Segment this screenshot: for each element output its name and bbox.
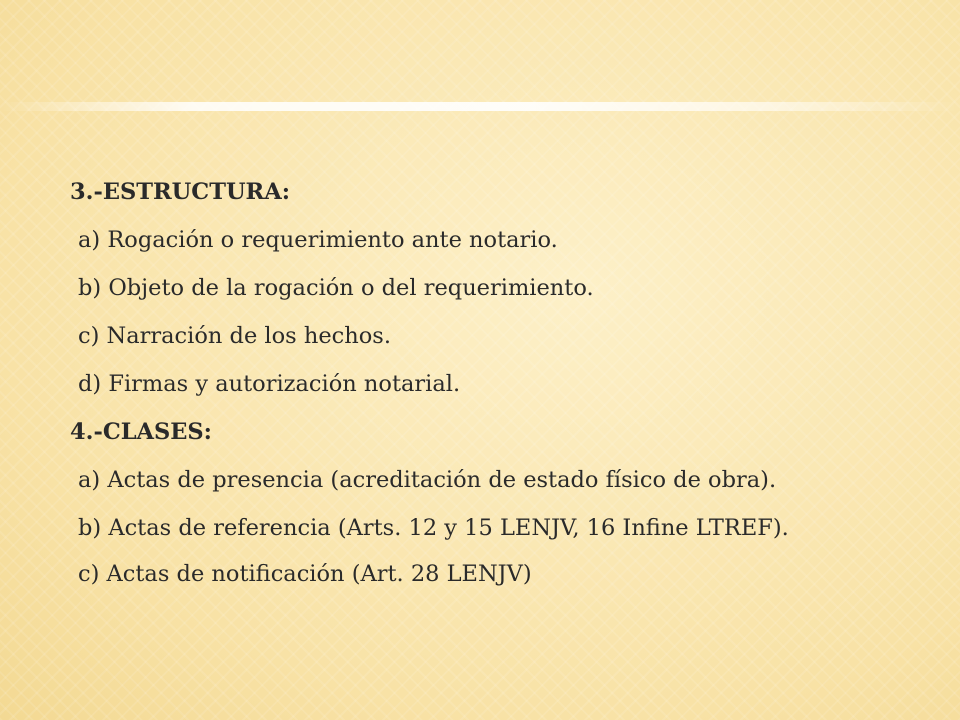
section-heading-estructura: 3.-ESTRUCTURA: — [70, 179, 291, 205]
list-item: d) Firmas y autorización notarial. — [78, 371, 461, 397]
list-item: a) Rogación o requerimiento ante notario. — [78, 227, 558, 253]
title-divider — [0, 102, 960, 111]
section-heading-clases: 4.-CLASES: — [70, 419, 212, 445]
slide-body — [70, 168, 936, 598]
list-item: b) Objeto de la rogación o del requerimiento. — [78, 275, 594, 301]
list-item: c) Narración de los hechos. — [78, 323, 392, 349]
list-item: b) Actas de referencia (Arts. 12 y 15 LENJV, 16 Infine LTREF). — [78, 515, 789, 541]
list-item: c) Actas de notificación (Art. 28 LENJV) — [78, 561, 532, 587]
list-item: a) Actas de presencia (acreditación de estado físico de obra). — [78, 467, 777, 493]
